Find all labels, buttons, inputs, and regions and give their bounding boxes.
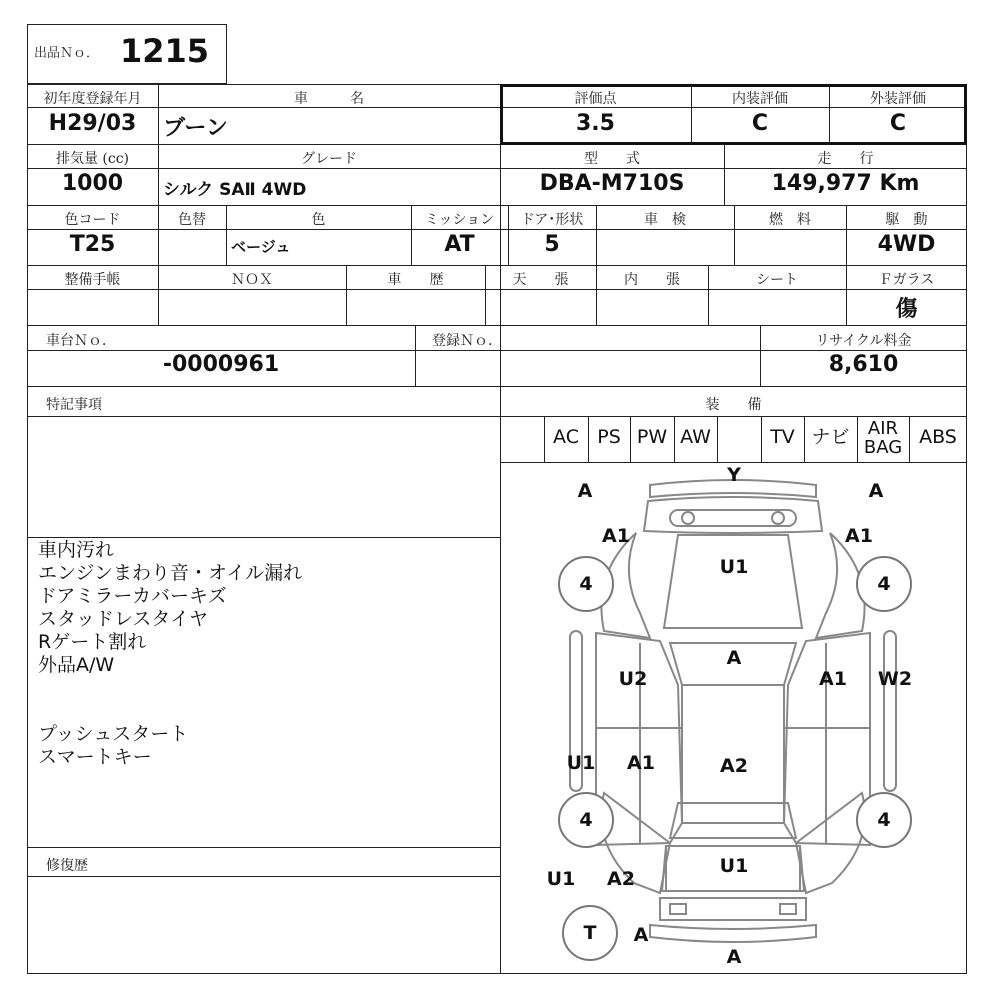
cc-value: 1000 xyxy=(61,171,124,196)
mark-front-right-corner: A xyxy=(868,480,884,502)
grid-line xyxy=(27,386,967,387)
grid-line xyxy=(27,265,967,266)
equip-ps: PS xyxy=(597,426,621,448)
nox-label: ＮＯＸ xyxy=(231,272,273,288)
tire-rear-right: 4 xyxy=(856,792,912,848)
note-line: Rゲート割れ xyxy=(38,631,147,653)
right-mirror-shape xyxy=(884,631,896,791)
notes-label: 特記事項 xyxy=(46,397,102,413)
mark-roof-front: A xyxy=(726,647,742,669)
mission-label: ミッション xyxy=(424,212,495,228)
chassis-label: 車台Ｎｏ． xyxy=(46,333,116,349)
recycle-label: リサイクル料金 xyxy=(815,333,912,349)
emblem-shape xyxy=(682,512,694,524)
glass-value: 傷 xyxy=(895,297,918,322)
exterior-value: C xyxy=(889,111,907,136)
mark-right-fender: A1 xyxy=(845,525,873,547)
mark-left-front-door: U2 xyxy=(618,668,648,690)
door-label: ドア･形状 xyxy=(520,212,584,228)
note-line: 車内汚れ xyxy=(38,539,115,561)
rear-bumper-shape xyxy=(660,898,806,920)
grid-line xyxy=(27,847,500,848)
mark-right-front-door: A1 xyxy=(819,668,847,690)
rear-window-shape xyxy=(670,803,796,838)
note-line: スマートキー xyxy=(38,746,152,768)
note-line: 外品A/W xyxy=(38,654,115,676)
car-diagram xyxy=(500,463,966,973)
inspection-label: 車 検 xyxy=(644,212,686,228)
grid-line xyxy=(27,416,967,417)
note-line: エンジンまわり音・オイル漏れ xyxy=(38,562,303,584)
lamp-shape xyxy=(780,904,796,914)
grid-line xyxy=(27,537,500,538)
score-label: 評価点 xyxy=(574,91,617,107)
mark-right-pillar: W2 xyxy=(877,668,913,690)
hood-shape xyxy=(664,535,802,628)
drive-label: 駆 動 xyxy=(885,212,928,228)
year-value: H29/03 xyxy=(48,111,137,136)
grid-line xyxy=(415,325,416,386)
equip-abs: ABS xyxy=(919,426,957,448)
color-label: 色 xyxy=(311,212,326,228)
mileage-label: 走 行 xyxy=(817,151,874,167)
model-value: DBA-M710S xyxy=(539,171,685,196)
exterior-label: 外装評価 xyxy=(870,91,926,107)
interior-value: C xyxy=(751,111,769,136)
mission-value: AT xyxy=(444,232,475,257)
equipment-label: 装 備 xyxy=(705,397,762,413)
inner-label: 内 張 xyxy=(624,272,680,288)
mark-left-rear-door: A1 xyxy=(627,752,655,774)
equip-tv: TV xyxy=(770,426,795,448)
grade-value: シルク SAⅡ 4WD xyxy=(163,180,307,200)
interior-label: 内装評価 xyxy=(732,91,788,107)
grid-line xyxy=(27,350,967,351)
chassis-value: -0000961 xyxy=(162,352,280,377)
repair-label: 修復歴 xyxy=(46,858,88,874)
note-line: スタッドレスタイヤ xyxy=(38,608,209,630)
emblem-shape xyxy=(772,512,784,524)
history-label: 車 歴 xyxy=(387,272,444,288)
year-label: 初年度登録年月 xyxy=(43,91,142,107)
mark-left-rear-panel: A2 xyxy=(607,868,635,890)
name-label: 車 名 xyxy=(294,91,364,107)
grid-line xyxy=(27,168,967,169)
mileage-value: 149,977 Km xyxy=(771,171,920,196)
mark-roof: A2 xyxy=(720,755,748,777)
grid-line xyxy=(27,325,967,326)
color-value: ベージュ xyxy=(231,238,291,256)
color-code-value: T25 xyxy=(69,232,116,257)
mark-left-fender: A1 xyxy=(602,525,630,547)
grid-line xyxy=(27,229,967,230)
cc-label: 排気量 (cc) xyxy=(55,151,130,167)
name-value: ブーン xyxy=(163,116,228,141)
recycle-value: 8,610 xyxy=(828,352,899,377)
seat-label: シート xyxy=(756,272,798,288)
mark-left-quarter: U1 xyxy=(546,868,576,890)
door-value: 5 xyxy=(544,232,560,257)
tire-front-left: 4 xyxy=(558,556,614,612)
drive-value: 4WD xyxy=(877,232,936,257)
score-value: 3.5 xyxy=(576,111,615,136)
grid-line xyxy=(27,876,500,877)
equip-navi: ナビ xyxy=(811,426,850,448)
reg-label: 登録Ｎｏ． xyxy=(432,333,502,349)
color-code-label: 色コード xyxy=(64,212,121,228)
equip-aw: AW xyxy=(680,426,711,448)
grid-line xyxy=(27,289,967,290)
repaint-label: 色替 xyxy=(178,212,206,228)
grade-label: グレード xyxy=(301,151,357,167)
maint-label: 整備手帳 xyxy=(64,272,121,288)
lot-number: 1215 xyxy=(120,32,210,70)
mark-spare-side: A xyxy=(633,924,649,946)
ceiling-label: 天 張 xyxy=(512,272,569,288)
mark-top: Y xyxy=(727,464,741,486)
model-label: 型 式 xyxy=(584,151,640,167)
equip-pw: PW xyxy=(636,426,668,448)
glass-label: Ｆガラス xyxy=(878,272,935,288)
mark-rear-hatch: U1 xyxy=(719,855,749,877)
rear-bumper-shape xyxy=(650,925,816,942)
lamp-shape xyxy=(670,904,686,914)
note-line: プッシュスタート xyxy=(38,723,189,745)
fuel-label: 燃 料 xyxy=(769,212,811,228)
mark-bottom: A xyxy=(726,946,742,968)
equip-airbag: AIR BAG xyxy=(863,418,903,458)
grid-line xyxy=(857,416,858,462)
note-line: ドアミラーカバーキズ xyxy=(38,585,227,607)
lot-label: 出品Ｎｏ． xyxy=(34,46,100,61)
tire-rear-left: 4 xyxy=(558,792,614,848)
mark-hood: U1 xyxy=(719,556,749,578)
mark-front-left-corner: A xyxy=(577,480,593,502)
grid-line xyxy=(717,416,718,462)
tire-front-right: 4 xyxy=(856,556,912,612)
mark-left-sill: U1 xyxy=(566,752,596,774)
grid-line xyxy=(27,205,967,206)
equip-ac: AC xyxy=(553,426,579,448)
tire-spare: T xyxy=(562,905,618,961)
